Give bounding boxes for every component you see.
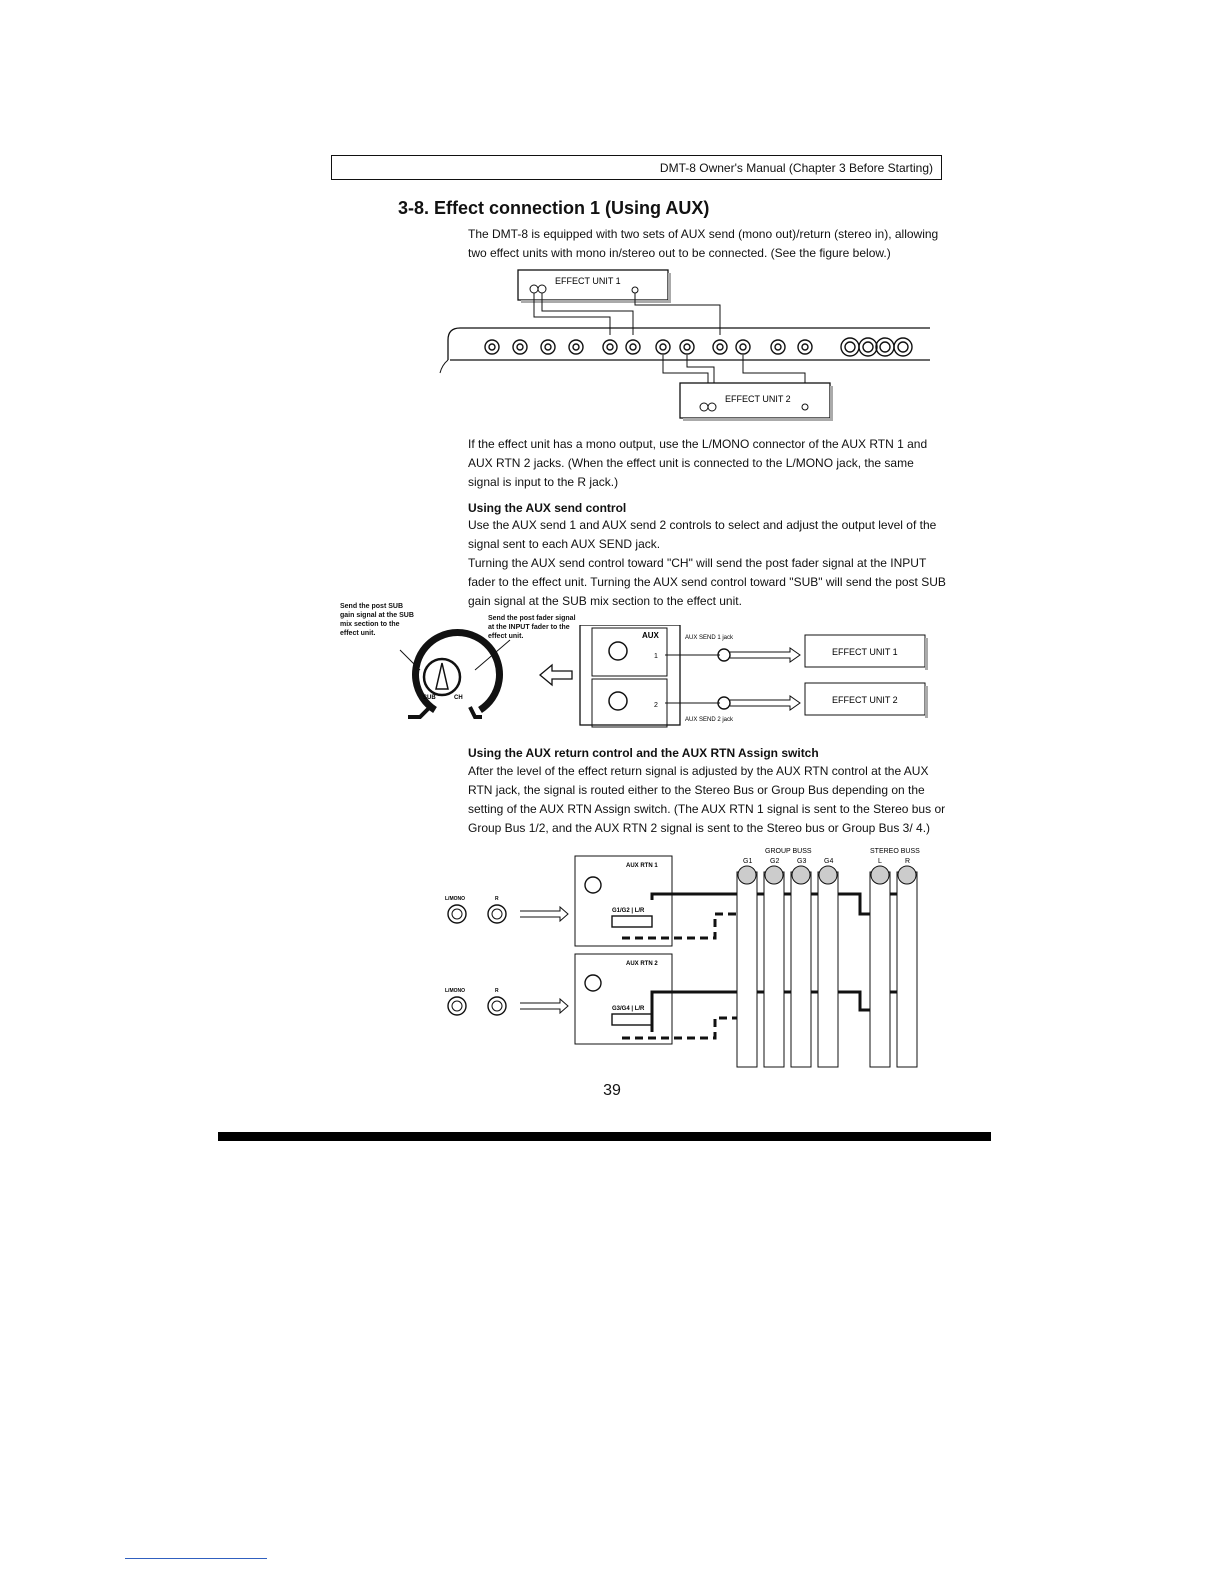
buss-bars — [737, 866, 917, 1067]
g1-label: G1 — [743, 858, 753, 865]
ch-note: Send the post fader signal at the INPUT fader to the effect unit. — [488, 615, 576, 640]
aux-send-heading: Using the AUX send control — [468, 501, 627, 515]
num-2: 2 — [654, 702, 658, 709]
aux-send-knob-large — [400, 633, 510, 717]
g2-label: G2 — [770, 858, 780, 865]
section-title: 3-8. Effect connection 1 (Using AUX) — [398, 198, 710, 218]
r-label: R — [905, 858, 911, 865]
figure-rear-panel-connections — [430, 265, 940, 430]
g4-label: G4 — [824, 858, 834, 865]
l-label: L — [878, 858, 882, 865]
effect-unit-1-label: EFFECT UNIT 1 — [555, 276, 621, 286]
figure-aux-return-routing — [440, 842, 930, 1072]
effect-unit-1-label-2: EFFECT UNIT 1 — [832, 647, 898, 657]
intro-paragraph: The DMT-8 is equipped with two sets of AUX send (mono out)/return (stereo in), allowing two effect units with mono in/stereo out to be connected. (See the figure below.) — [468, 227, 939, 260]
aux-send-2-jack-label: AUX SEND 2 jack — [685, 717, 734, 723]
g3-label: G3 — [797, 858, 807, 865]
aux-return-paragraph: After the level of the effect return signal is adjusted by the AUX RTN control at the AUX RTN jack, the signal is routed either to the Stereo Bus or Group Bus depending on the setting of the AUX RTN Assign switch. (The AUX RTN 1 signal is sent to the Stereo bus or Group Bus 1/2, and the AUX RTN 2 signal is sent to the Stereo bus or Group Bus 3/ 4.) — [468, 764, 946, 835]
header-title: DMT-8 Owner's Manual (Chapter 3 Before Starting) — [659, 161, 933, 175]
page-header — [331, 155, 942, 180]
switch-2-label: G3/G4 | L/R — [612, 1006, 645, 1012]
knob-sub-label: SUB — [423, 695, 436, 701]
footnote-rule — [125, 1558, 267, 1559]
r-jack-1-label: R — [495, 896, 499, 902]
r-jack-2-label: R — [495, 988, 499, 994]
aux-label: AUX — [642, 631, 659, 640]
aux-rtn-2-label: AUX RTN 2 — [626, 961, 658, 967]
figure-aux-send-control — [380, 625, 940, 735]
knob-ch-label: CH — [454, 695, 463, 701]
panel-jacks — [485, 338, 912, 356]
page-number: 39 — [603, 1082, 621, 1099]
aux-send-paragraph-1: Use the AUX send 1 and AUX send 2 controls to select and adjust the output level of the signal sent to each AUX SEND jack. — [468, 518, 937, 551]
aux-send-paragraph-2: Turning the AUX send control toward "CH" will send the post fader signal at the INPUT fader to the effect unit. Turning the AUX send control toward "SUB" will send the post SUB gain signal at the SUB mix section to the effect unit. — [468, 556, 946, 608]
group-buss-label: GROUP BUSS — [765, 848, 812, 855]
aux-send-1-jack-label: AUX SEND 1 jack — [685, 635, 734, 641]
sub-note: Send the post SUB gain signal at the SUB mix section to the effect unit. — [340, 603, 414, 637]
lmono-1-label: L/MONO — [445, 896, 465, 902]
bottom-rule — [218, 1132, 991, 1141]
mono-output-note: If the effect unit has a mono output, use the L/MONO connector of the AUX RTN 1 and AUX RTN 2 jacks. (When the effect unit is connected to the L/MONO jack, the same signal is input to the R jack.) — [468, 437, 928, 489]
stereo-buss-label: STEREO BUSS — [870, 848, 920, 855]
num-1: 1 — [654, 653, 658, 660]
effect-unit-2-label: EFFECT UNIT 2 — [725, 394, 791, 404]
lmono-2-label: L/MONO — [445, 988, 465, 994]
effect-unit-2-label-2: EFFECT UNIT 2 — [832, 695, 898, 705]
switch-1-label: G1/G2 | L/R — [612, 908, 645, 914]
aux-rtn-1-label: AUX RTN 1 — [626, 863, 658, 869]
aux-return-heading: Using the AUX return control and the AUX RTN Assign switch — [468, 746, 819, 760]
